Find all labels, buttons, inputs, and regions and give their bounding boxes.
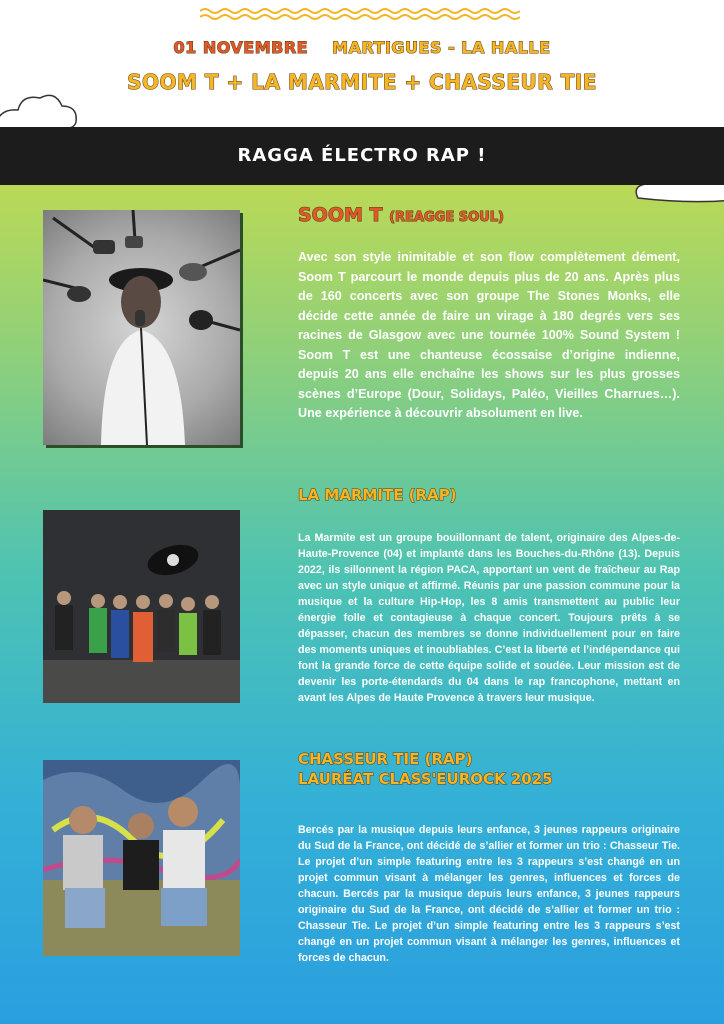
soom-t-photo <box>43 210 240 445</box>
wavy-line-decoration <box>200 6 520 22</box>
event-venue: MARTIGUES - LA HALLE <box>332 38 551 57</box>
chasseur-tie-description: Bercés par la musique depuis leurs enfance, 3 jeunes rappeurs originaire du Sud de la France, ont décidé de s’allier et former un trio : Chasseur Tie. Le projet d’un simple featuring entre les 3 rappeurs s’est changé en un projet commun visant à mélanger les genres, influences et forces de chacun. Bercés par la musique depuis leurs enfance, 3 jeunes rappeurs originaire du Sud de la France, ont décidé de s’allier et former un trio : Chasseur Tie. Le projet d’un simple featuring entre les 3 rappeurs s’est changé en un projet commun visant à mélanger les genres, influences et forces de chacun. <box>298 824 680 964</box>
chasseur-tie-photo <box>43 760 240 956</box>
soom-t-style: (REAGGE SOUL) <box>389 210 504 225</box>
chasseur-tie-title <box>298 749 553 789</box>
soom-t-name: SOOM T <box>298 204 383 226</box>
event-date: 01 NOVEMBRE <box>173 38 309 57</box>
la-marmite-title: LA MARMITE (RAP) <box>298 486 457 504</box>
event-date-venue <box>0 38 724 57</box>
event-lineup: SOOM T + LA MARMITE + CHASSEUR TIE <box>127 70 597 94</box>
chasseur-tie-name: CHASSEUR TIE (RAP) <box>298 750 473 768</box>
chasseur-tie-award: LAURÉAT CLASS'EUROCK 2025 <box>298 770 553 788</box>
la-marmite-photo <box>43 510 240 703</box>
la-marmite-description: La Marmite est un groupe bouillonnant de talent, originaire des Alpes-de-Haute-Provence (04) et implanté dans les Bouches-du-Rhône (13). Depuis 2022, ils sillonnent la région PACA, apportant un vent de fraîcheur au Rap avec un style unique et affirmé. Réunis par une passion commune pour la musique et la culture Hip-Hop, les 8 amis transmettent au public leur énergie folle et contagieuse à chaque concert. Toujours prêts à se dépasser, chacun des membres se donne individuellement pour en faire des moments uniques et inoubliables. C’est la liberté et l’indépendance qui font la grande force de cette équipe solide et soudée. Leur mission est de devenir les porte-étendards du 04 dans le rap francophone, mettant en avant les Alpes de Haute Provence à travers leur musique. <box>298 532 680 704</box>
genre-banner <box>0 127 724 185</box>
soom-t-description: Avec son style inimitable et son flow complètement dément, Soom T parcourt le monde depuis plus de 20 ans. Après plus de 160 concerts avec son groupe The Stones Monks, elle décide cette année de faire un virage à 180 degrés vers ses racines de Glasgow avec une tournée 100% Sound System ! Soom T est une chanteuse écossaise d’origine indienne, depuis 20 ans elle enchaîne les shows sur les plus grosses scènes d’Europe (Dour, Solidays, Paléo, Vieilles Charrues…). Une expérience à découvrir absolument en live. <box>298 250 680 420</box>
soom-t-title <box>298 204 504 226</box>
genre-title: RAGGA ÉLECTRO RAP ! <box>237 145 487 166</box>
